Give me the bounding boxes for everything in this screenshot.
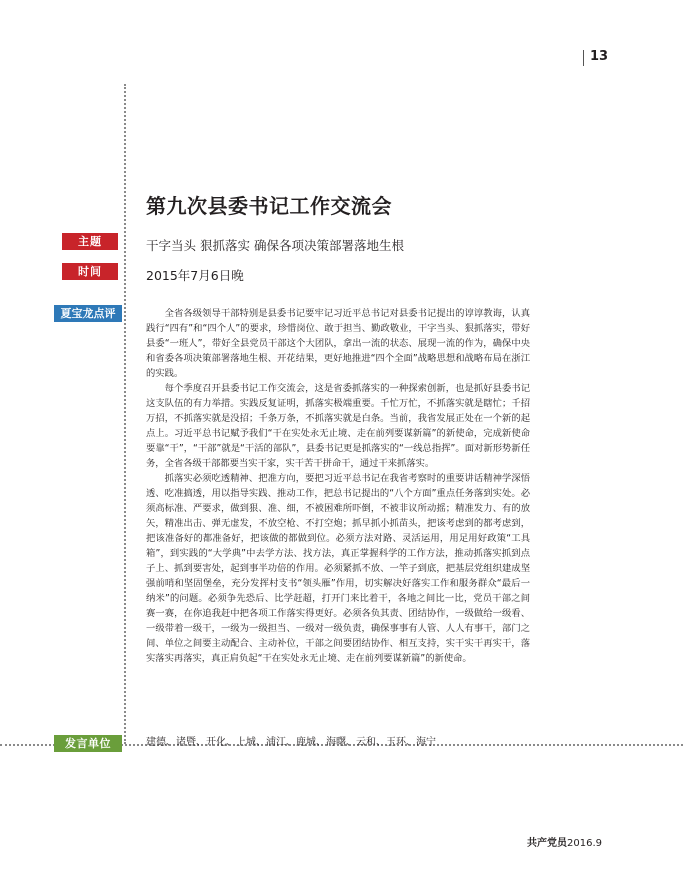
magazine-brand: 共产党员 — [527, 838, 567, 849]
footer-issue — [527, 834, 602, 849]
vertical-dotted-rule — [124, 84, 126, 744]
issue-number: 2016.9 — [567, 838, 602, 849]
page-title: 第九次县委书记工作交流会 — [146, 194, 392, 218]
units-label: 发言单位 — [54, 735, 122, 752]
comment-body — [146, 306, 530, 666]
time-label: 时间 — [62, 263, 118, 280]
comment-paragraph: 每个季度召开县委书记工作交流会，这是省委抓落实的一种探索创新，也是抓好县委书记这支队伍的有力举措。实践反复证明，抓落实极端重要。千忙万忙，不抓落实就是瞎忙；千招万招，不抓落实就是没招；千条万条，不抓落实就是白条。当前，我省发展正处在一个新的起点上。习近平总书记赋予我们“干在实处永无止境、走在前列要谋新篇”的新使命，完成新使命要靠“干”，“干部”就是“干活的部队”，县委书记更是抓落实的“一线总指挥”。面对新形势新任务，全省各级干部都要当实干家，实干苦干拼命干，通过干来抓落实。 — [146, 383, 530, 469]
topic-text: 干字当头 狠抓落实 确保各项决策部署落地生根 — [146, 238, 404, 253]
time-text: 2015年7月6日晚 — [146, 268, 244, 283]
speaking-units: 建德、诸暨、开化、上城、浦江、鹿城、海曙、云和、玉环、海宁 — [146, 737, 436, 748]
page-number-divider — [583, 50, 584, 66]
topic-label: 主题 — [62, 233, 118, 250]
comment-paragraph: 抓落实必须吃透精神、把准方向，要把习近平总书记在我省考察时的重要讲话精神学深悟透、吃准搞透，用以指导实践、推动工作，把总书记提出的“八个方面”重点任务落到实处。必须高标准、严要求，做到狠、准、细，不被困难所吓倒，不被非议所动摇；精准发力、有的放矢，精准出击、弹无虚发，不放空枪、不打空炮；抓早抓小抓苗头，把该考虑到的都考虑到，把该准备好的都准备好，把该做的都做到位。必须方法对路、灵活运用，用足用好政策“工具箱”，到实践的“大学典”中去学方法、找方法，真正掌握科学的工作方法，推动抓落实抓到点子上、抓到要害处，起到事半功倍的作用。必须紧抓不放、一竿子到底，把基层党组织建成坚强前哨和坚固堡垒，充分发挥村支书“领头雁”作用，切实解决好落实工作和服务群众“最后一纳米”的问题。必须争先恐后、比学赶超，打开门来比着干，各地之间比一比，党员干部之间赛一赛，在你追我赶中把各项工作落实得更好。必须各负其责、团结协作，一级做给一级看、一级带着一级干，一级为一级担当、一级对一级负责，确保事事有人管、人人有事干，部门之间、单位之间要主动配合、主动补位，干部之间要团结协作、相互支持，实干实干再实干，落实落实再落实，真正肩负起“干在实处永无止境、走在前列要谋新篇”的新使命。 — [146, 473, 530, 664]
comment-paragraph: 全省各级领导干部特别是县委书记要牢记习近平总书记对县委书记提出的谆谆教诲，认真践行“四有”和“四个人”的要求，珍惜岗位、敢于担当、勤政敬业，干字当头、狠抓落实，带好县委“一班人”，带好全县党员干部这个大团队，拿出一流的状态、展现一流的作为，确保中央和省委各项决策部署落地生根、开花结果，更好地推进“四个全面”战略思想和战略布局在浙江的实践。 — [146, 308, 530, 379]
page-number: 13 — [590, 49, 609, 64]
comment-label: 夏宝龙点评 — [54, 305, 122, 322]
